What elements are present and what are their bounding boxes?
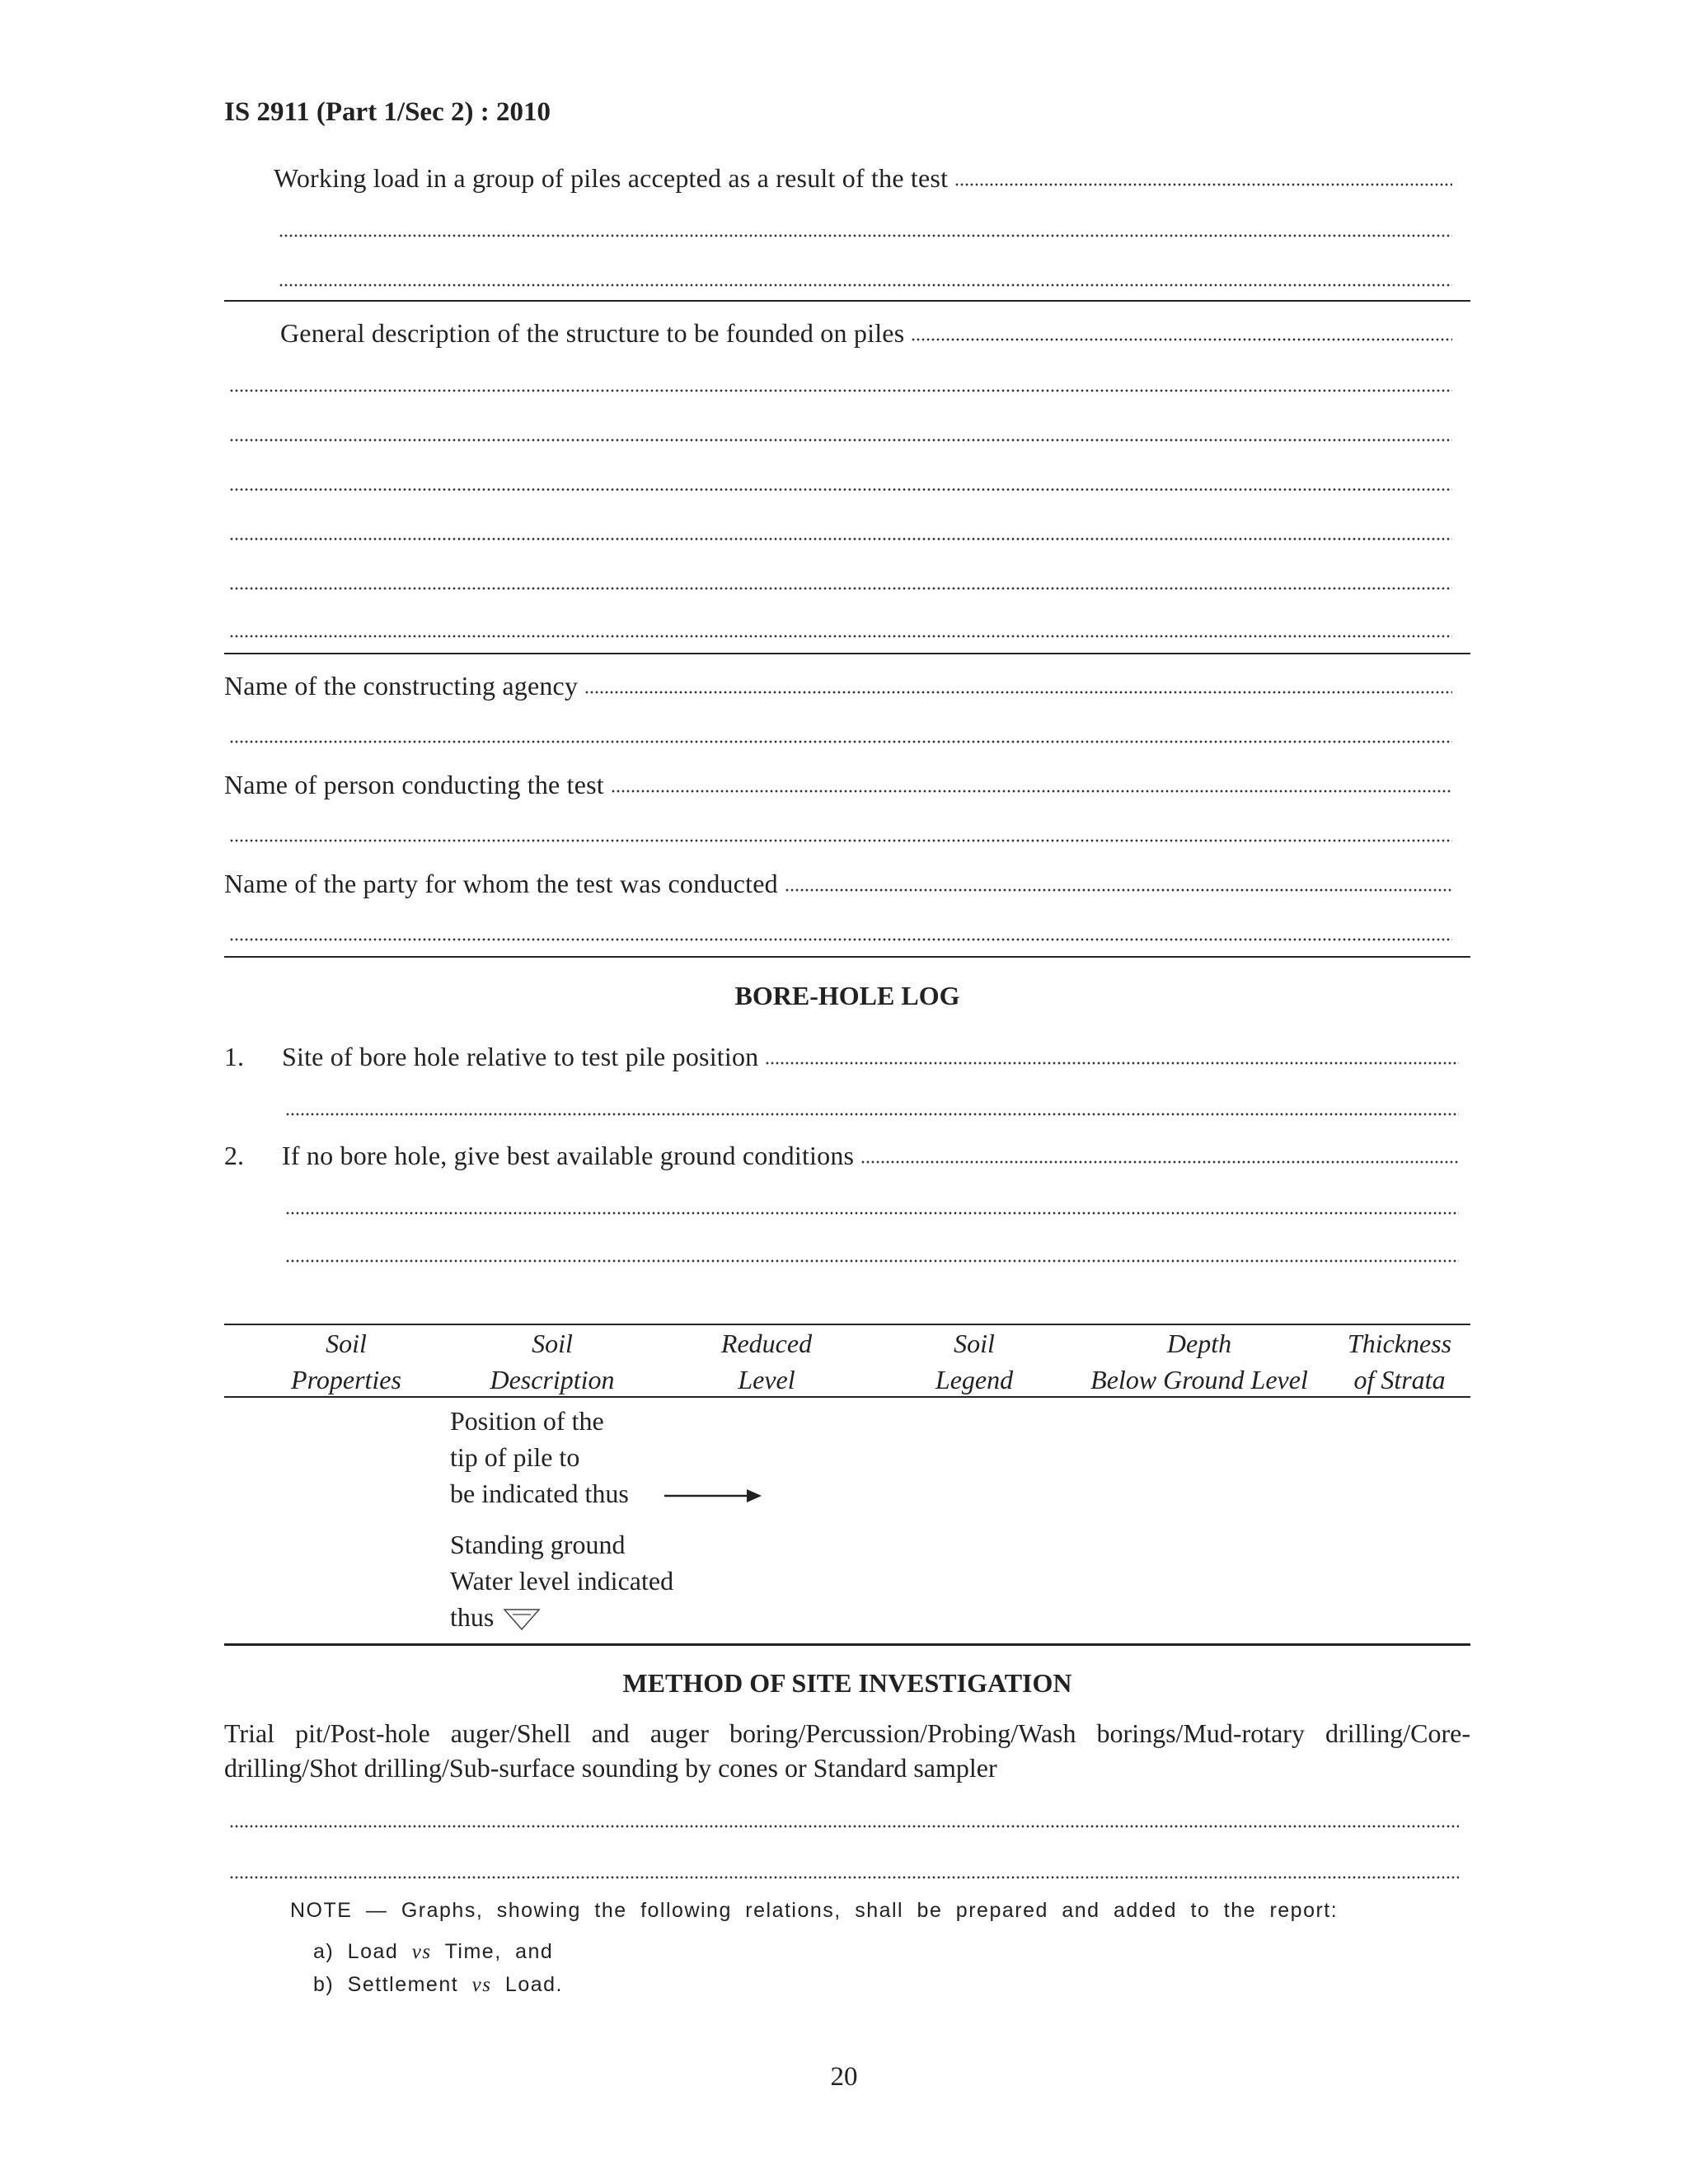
- fill-in-dots: [229, 1874, 1459, 1881]
- working-load-label: Working load in a group of piles accepted as a result of the test: [274, 163, 949, 193]
- person-conducting-field[interactable]: [224, 766, 1452, 803]
- note-intro: NOTE — Graphs, showing the following relations, shall be prepared and added to the report:: [290, 1899, 1339, 1922]
- fill-in-dots: [285, 1258, 1459, 1264]
- fill-in-dots: [229, 936, 1452, 943]
- fill-in-dots: [279, 232, 1452, 239]
- fill-in-dots: [279, 282, 1452, 288]
- note-item-b: b) Settlement vs Load.: [313, 1973, 563, 1996]
- divider: [224, 300, 1470, 302]
- blank-line[interactable]: [285, 1188, 1459, 1225]
- item-number: 2.: [224, 1141, 244, 1170]
- fill-in-dots: [229, 536, 1452, 542]
- fill-in-dots: [229, 738, 1452, 745]
- divider: [224, 653, 1470, 654]
- fill-in-dots: [229, 585, 1452, 592]
- fill-in-dots: [285, 1210, 1459, 1216]
- fill-in-dots: [584, 689, 1452, 696]
- table-header-rule: [224, 1396, 1470, 1398]
- fill-in-dots: [911, 336, 1452, 343]
- bore-hole-item-2[interactable]: [224, 1137, 1459, 1174]
- water-level-triangle-icon: [503, 1607, 541, 1632]
- structure-description-field[interactable]: [280, 315, 1452, 351]
- party-for-whom-field[interactable]: [224, 865, 1452, 902]
- header-depth-below-ground-level: Depth Below Ground Level: [1090, 1329, 1308, 1394]
- working-load-field[interactable]: [274, 160, 1452, 196]
- header-soil-legend: Soil Legend: [935, 1329, 1014, 1394]
- blank-line[interactable]: [229, 514, 1452, 551]
- fill-in-dots: [785, 887, 1452, 893]
- fill-in-dots: [285, 1111, 1459, 1118]
- bore-hole-item-1[interactable]: [224, 1038, 1459, 1075]
- header-soil-properties: Soil Properties: [291, 1329, 401, 1394]
- method-options-text: Trial pit/Post-hole auger/Shell and auger boring/Percussion/Probing/Wash borings/Mud-rotary drilling/Core-drilling/Shot drilling/Sub-surface sounding by cones or Standard sampler: [224, 1718, 1470, 1783]
- blank-line[interactable]: [229, 816, 1452, 852]
- blank-line[interactable]: [279, 211, 1452, 247]
- blank-line[interactable]: [285, 1090, 1459, 1126]
- water-level-instruction: Standing ground Water level indicated thus: [450, 1530, 674, 1632]
- blank-line[interactable]: [229, 465, 1452, 501]
- fill-in-dots: [765, 1060, 1459, 1066]
- blank-line[interactable]: [229, 564, 1452, 600]
- item-number: 1.: [224, 1042, 244, 1071]
- item-label: Site of bore hole relative to test pile position: [282, 1042, 759, 1071]
- standard-code: IS 2911 (Part 1/Sec 2) : 2010: [224, 97, 551, 127]
- page-number: 20: [830, 2062, 858, 2092]
- person-conducting-label: Name of person conducting the test: [224, 770, 604, 799]
- blank-line[interactable]: [229, 415, 1452, 452]
- blank-line[interactable]: [279, 260, 1452, 297]
- blank-line[interactable]: [229, 915, 1452, 951]
- structure-description-label: General description of the structure to be founded on piles: [280, 318, 905, 348]
- header-soil-description: Soil Description: [490, 1329, 615, 1394]
- pile-tip-instruction: Position of the tip of pile to be indicated thus: [450, 1406, 629, 1508]
- fill-in-dots: [229, 1823, 1459, 1830]
- divider: [224, 956, 1470, 958]
- arrow-right-icon: [664, 1487, 763, 1505]
- fill-in-dots: [229, 837, 1452, 844]
- blank-line[interactable]: [229, 366, 1452, 402]
- blank-line[interactable]: [229, 1802, 1459, 1838]
- fill-in-dots: [229, 437, 1452, 443]
- bore-hole-log-title: BORE-HOLE LOG: [734, 981, 960, 1010]
- header-thickness-of-strata: Thickness of Strata: [1347, 1329, 1452, 1394]
- party-for-whom-label: Name of the party for whom the test was conducted: [224, 869, 778, 898]
- fill-in-dots: [229, 387, 1452, 394]
- fill-in-dots: [954, 181, 1452, 188]
- fill-in-dots: [229, 633, 1452, 640]
- header-reduced-level: Reduced Level: [720, 1329, 813, 1394]
- fill-in-dots: [611, 788, 1452, 794]
- note-item-a: a) Load vs Time, and: [313, 1940, 554, 1963]
- blank-line[interactable]: [229, 717, 1452, 753]
- blank-line[interactable]: [285, 1236, 1459, 1272]
- table-bottom-rule: [224, 1643, 1470, 1646]
- fill-in-dots: [229, 486, 1452, 493]
- fill-in-dots: [860, 1159, 1459, 1165]
- blank-line[interactable]: [229, 1853, 1459, 1889]
- blank-line[interactable]: [229, 612, 1452, 648]
- constructing-agency-label: Name of the constructing agency: [224, 671, 579, 701]
- constructing-agency-field[interactable]: [224, 668, 1452, 704]
- item-label: If no bore hole, give best available ground conditions: [282, 1141, 855, 1170]
- method-title: METHOD OF SITE INVESTIGATION: [622, 1668, 1072, 1698]
